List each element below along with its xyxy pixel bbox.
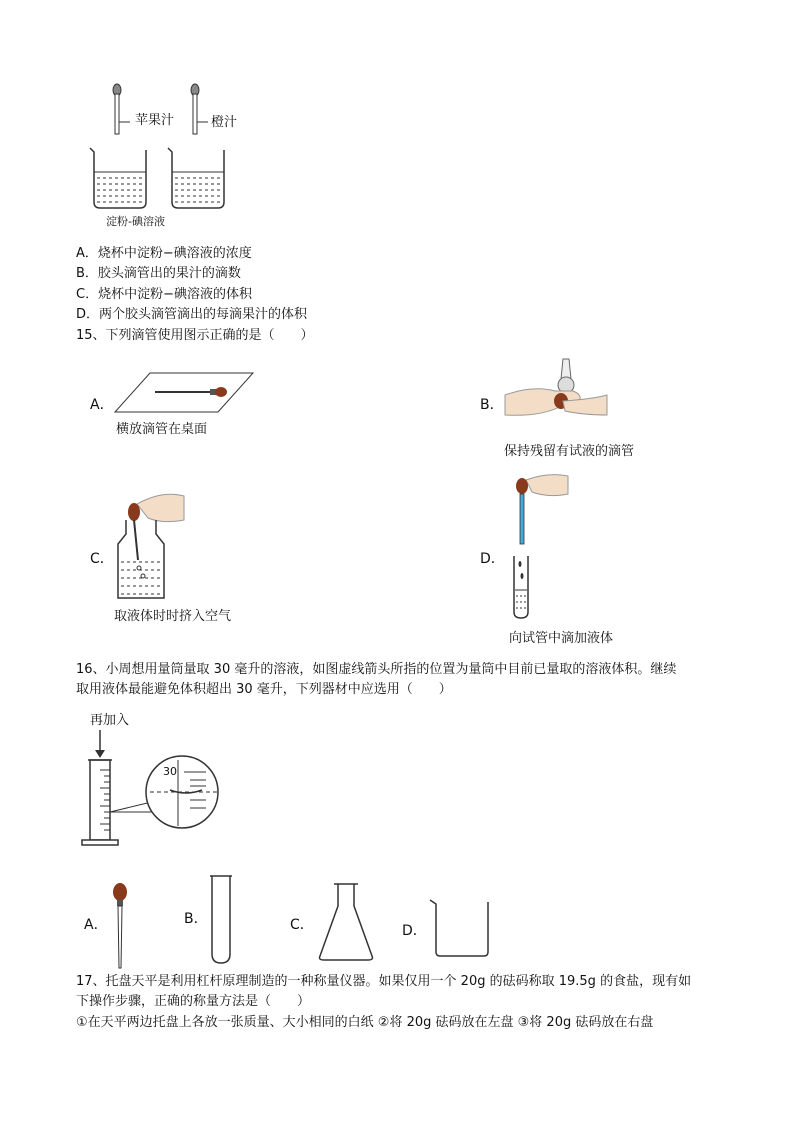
q16-option-d-letter: D． — [402, 923, 427, 939]
dropper-on-table-icon — [115, 370, 265, 415]
q16-stem-line1: 16、小周想用量筒量取 30 毫升的溶液，如图虚线箭头所指的位置为量筒中目前已量取的溶液体积。继续 — [76, 662, 677, 677]
q15-option-d-caption: 向试管中滴加液体 — [509, 631, 614, 646]
q17-steps: ①在天平两边托盘上各放一张质量、大小相同的白纸 ②将 20g 砝码放在左盘 ③将 20g 砝码放在右盘 — [76, 1015, 654, 1030]
q15-option-b-caption: 保持残留有试液的滴管 — [504, 444, 635, 459]
q15-option-b-letter: B． — [480, 397, 504, 413]
q15-option-d-letter: D． — [480, 551, 505, 567]
q15-option-c-letter: C． — [90, 551, 114, 567]
dropper-over-test-tube-icon — [508, 472, 578, 622]
q14-option-c: C．烧杯中淀粉−碘溶液的体积 — [76, 287, 252, 302]
graduated-cylinder-figure — [78, 730, 228, 850]
q14-option-a: A．烧杯中淀粉−碘溶液的浓度 — [76, 246, 252, 261]
q16-stem-line2: 取用液体最能避免体积超出 30 毫升，下列器材中应选用（ ） — [76, 682, 452, 697]
q14-option-b: B．胶头滴管出的果汁的滴数 — [76, 266, 241, 281]
dropper-icon — [108, 882, 138, 972]
q16-option-a-letter: A． — [84, 917, 108, 933]
dropper-in-bottle-icon — [112, 490, 202, 600]
q17-stem-line2: 下操作步骤，正确的称量方法是（ ） — [76, 994, 311, 1009]
q15-option-a-caption: 横放滴管在桌面 — [116, 422, 208, 437]
q15-stem: 15、下列滴管使用图示正确的是（ ） — [76, 328, 314, 343]
conical-flask-icon — [316, 880, 376, 965]
beaker-icon — [428, 896, 498, 961]
add-more-label: 再加入 — [90, 713, 130, 728]
dropper-label-apple: 苹果汁 — [135, 113, 175, 128]
scale-mark-30: 30 — [163, 765, 177, 778]
test-tube-icon — [206, 872, 236, 967]
q14-option-d: D．两个胶头滴管滴出的每滴果汁的体积 — [76, 307, 308, 322]
q14-figure — [80, 80, 340, 230]
dropper-label-orange: 橙汁 — [211, 115, 238, 130]
q15-option-c-caption: 取液体时时挤入空气 — [114, 609, 232, 624]
q15-option-a-letter: A． — [90, 397, 114, 413]
q16-option-b-letter: B． — [184, 911, 208, 927]
hand-holding-dropper-upward-icon — [503, 355, 613, 425]
beaker-caption: 淀粉-碘溶液 — [106, 215, 165, 228]
q16-option-c-letter: C． — [290, 917, 314, 933]
q17-stem-line1: 17、托盘天平是利用杠杆原理制造的一种称量仪器。如果仅用一个 20g 的砝码称取 19.5g 的食盐，现有如 — [76, 974, 692, 989]
